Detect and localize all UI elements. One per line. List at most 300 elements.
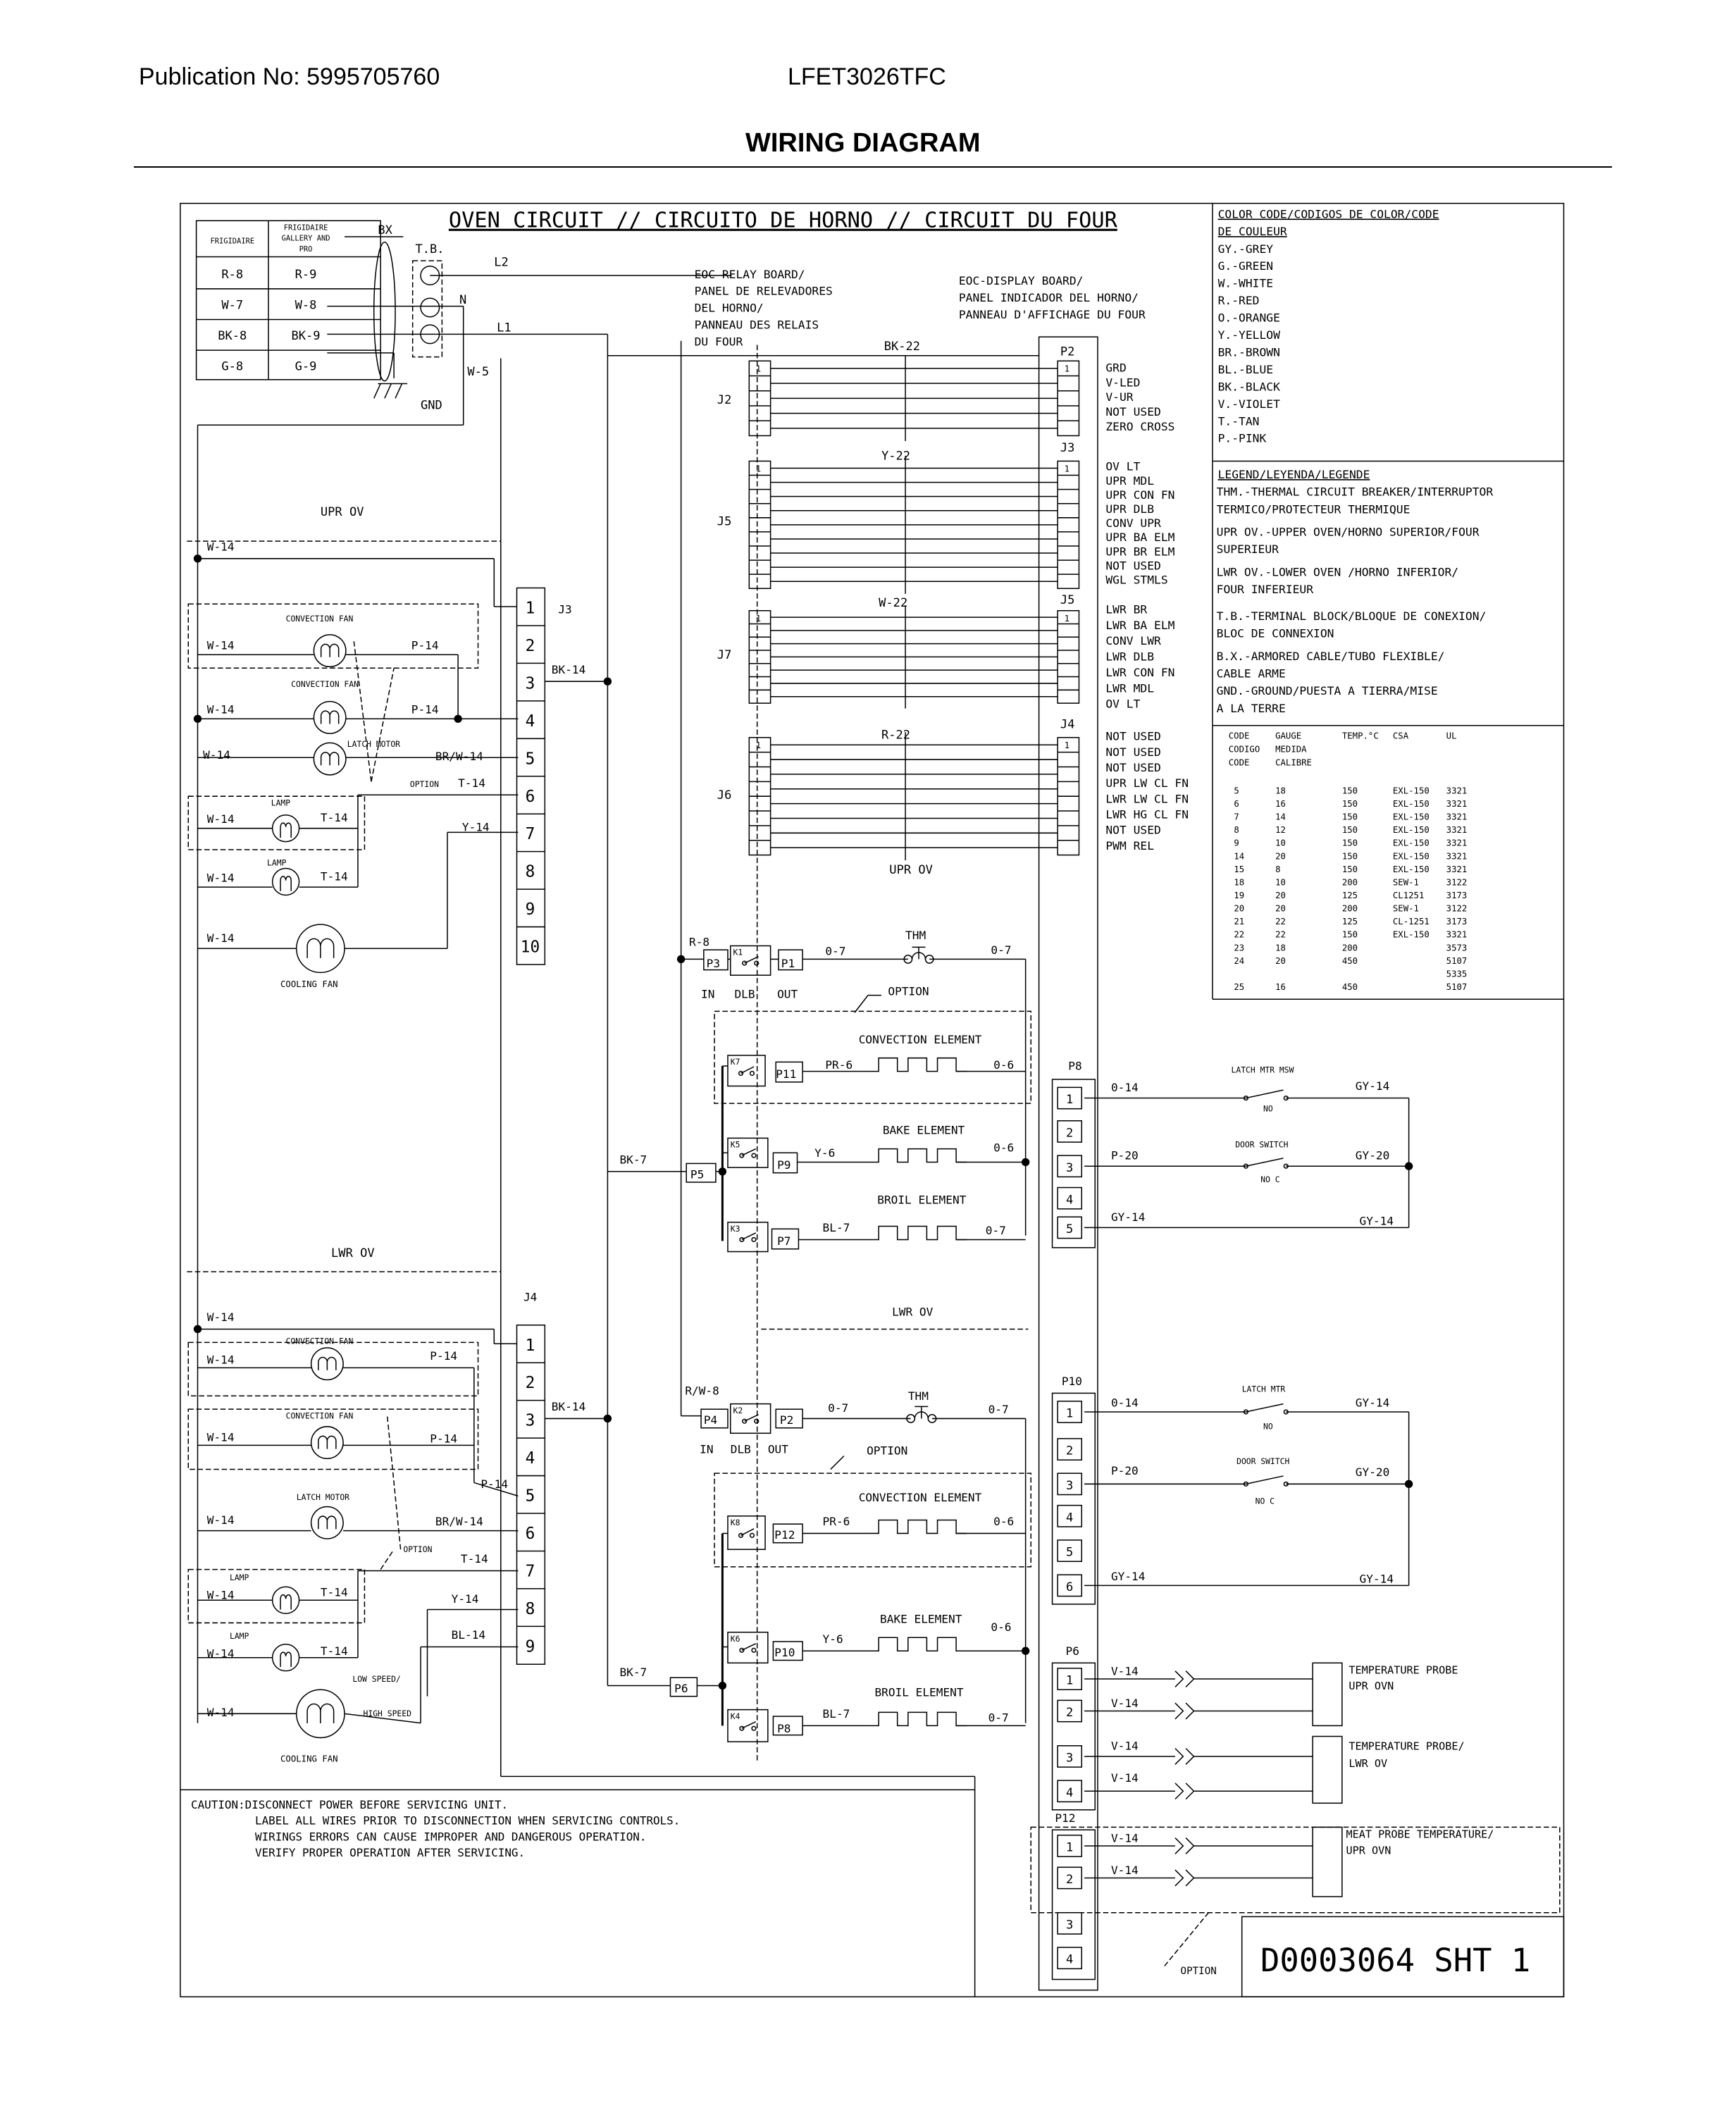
label: 0-7: [825, 944, 846, 958]
wire-table-header: TEMP.°C: [1341, 731, 1379, 741]
pin-number: 2: [525, 636, 535, 655]
label: THM: [905, 928, 926, 942]
switch-blade-icon: [742, 1644, 756, 1650]
label: W-14: [206, 1310, 235, 1325]
wire-table-cell: 3321: [1446, 929, 1468, 940]
heating-element-icon: [868, 1227, 967, 1240]
label: GY-20: [1355, 1465, 1390, 1479]
label: DOOR SWITCH: [1236, 1456, 1290, 1466]
diagram-title: OVEN CIRCUIT // CIRCUITO DE HORNO // CIRCUIT DU FOUR: [448, 208, 1117, 233]
wire-label: R-22: [881, 728, 911, 743]
label: UPR OVN: [1346, 1844, 1391, 1857]
caution-text: VERIFY PROPER OPERATION AFTER SERVICING.: [255, 1846, 526, 1860]
pin-number: 9: [525, 900, 535, 919]
junction-dot: [604, 678, 611, 685]
label: P10: [1061, 1375, 1082, 1389]
option-leader: [1165, 1913, 1209, 1966]
pin-function: NOT USED: [1105, 559, 1161, 573]
label: P8: [777, 1721, 791, 1735]
label: V-14: [1110, 1664, 1139, 1678]
lamp-filament-icon: [280, 823, 291, 838]
label: P2: [779, 1413, 794, 1427]
connector-label: J4: [1060, 717, 1075, 732]
pin-number: 5: [525, 1487, 535, 1506]
junction-dot: [1406, 1480, 1413, 1487]
label: P1: [781, 956, 795, 970]
motor-winding-icon: [321, 711, 339, 724]
wire-table-cell: 20: [1275, 890, 1286, 900]
pin-function: LWR HG CL FN: [1105, 807, 1189, 822]
harness-connector: [1058, 611, 1079, 703]
label: BX: [378, 223, 392, 238]
motor-winding-icon: [318, 1436, 336, 1449]
connector-label: J2: [717, 392, 732, 407]
wire-table-cell: 150: [1341, 798, 1358, 809]
pin-number: 1: [1066, 1406, 1074, 1421]
lamp-filament-icon: [280, 1595, 291, 1610]
caution-text: CAUTION:DISCONNECT POWER BEFORE SERVICING UNIT.: [191, 1797, 509, 1811]
label: THM: [907, 1389, 929, 1403]
label: LOW SPEED/: [352, 1673, 401, 1684]
wire-table-cell: 6: [1234, 798, 1239, 809]
motor-winding-icon: [307, 1704, 334, 1723]
label: P-14: [430, 1349, 458, 1363]
wire-table-header: UL: [1446, 731, 1457, 741]
color-code-item: V.-VIOLET: [1217, 397, 1280, 411]
wire-table-cell: 450: [1341, 982, 1358, 993]
label: P6: [1065, 1644, 1079, 1658]
label: 0-14: [1110, 1081, 1139, 1095]
pin-function: LWR BR: [1105, 602, 1148, 616]
caution-text: LABEL ALL WIRES PRIOR TO DISCONNECTION WHEN SERVICING CONTROLS.: [255, 1814, 681, 1828]
wire-table-cell: 150: [1341, 864, 1358, 874]
armored-cable-icon: [374, 242, 395, 381]
label: R-8: [689, 935, 710, 949]
switch-blade-icon: [741, 1067, 755, 1073]
switch-blade-icon: [1246, 1158, 1283, 1166]
pin-number: 4: [1066, 1511, 1074, 1525]
wire-table-cell: 5: [1234, 786, 1239, 796]
junction-dot: [194, 555, 202, 562]
label: P3: [706, 956, 721, 970]
label: UPR OV: [889, 863, 933, 878]
wire-table-cell: 150: [1341, 929, 1358, 940]
pin-function: UPR BA ELM: [1105, 531, 1175, 545]
label: W-14: [206, 702, 235, 717]
motor-winding-icon: [321, 752, 339, 765]
display-board-label: PANNEAU D'AFFICHAGE DU FOUR: [958, 308, 1146, 322]
label: P6: [674, 1681, 688, 1695]
label: TEMPERATURE PROBE/: [1348, 1740, 1465, 1753]
heating-element-icon: [868, 1149, 967, 1162]
relay-board-label: PANEL DE RELEVADORES: [694, 284, 833, 298]
wire-table-cell: 20: [1275, 851, 1286, 862]
junction-dot: [454, 715, 461, 722]
pin-number: 2: [1066, 1444, 1074, 1458]
connector-icon: [1175, 1671, 1194, 1687]
wire-table-cell: 200: [1341, 877, 1358, 888]
pin-number: 1: [525, 1336, 535, 1355]
label: CONVECTION ELEMENT: [858, 1490, 982, 1504]
legend-line: SUPERIEUR: [1216, 542, 1279, 557]
display-board-label: PANEL INDICADOR DEL HORNO/: [958, 291, 1139, 305]
wire-table-cell: 125: [1341, 890, 1358, 900]
pin-function: LWR LW CL FN: [1105, 792, 1189, 806]
label: DOOR SWITCH: [1235, 1139, 1289, 1150]
switch-blade-icon: [1246, 1090, 1283, 1098]
terminal: [421, 298, 440, 317]
connector-icon: [1175, 1838, 1194, 1854]
switch-contact-icon: [739, 1072, 743, 1076]
display-board-label: EOC-DISPLAY BOARD/: [958, 274, 1084, 288]
pin-function: V-UR: [1105, 390, 1134, 404]
wire-code: R-9: [294, 267, 317, 282]
label: P12: [774, 1528, 795, 1542]
color-code-item: T.-TAN: [1217, 414, 1260, 428]
label: P-20: [1110, 1148, 1139, 1162]
label: NO: [1263, 1421, 1273, 1432]
wire-table-header: CALIBRE: [1275, 757, 1312, 768]
label: R/W-8: [685, 1384, 719, 1398]
pin-number: 4: [525, 712, 535, 731]
label: MEAT PROBE TEMPERATURE/: [1346, 1828, 1494, 1841]
pin-number: 9: [525, 1637, 535, 1656]
label: 0-14: [1110, 1396, 1139, 1410]
wire-table-cell: 16: [1275, 798, 1286, 809]
label: 0-7: [988, 1711, 1009, 1725]
wire-table-cell: SEW-1: [1392, 903, 1419, 914]
label: LAMP: [267, 857, 287, 868]
heating-element-icon: [868, 1712, 967, 1725]
wire-table-cell: EXL-150: [1392, 786, 1430, 796]
wire-table-cell: CL-1251: [1392, 917, 1430, 927]
wire-table-cell: 23: [1234, 943, 1245, 953]
probe-icon: [1313, 1663, 1342, 1725]
pin-number: 5: [1066, 1222, 1074, 1236]
label: BL-7: [822, 1707, 850, 1721]
label: W-14: [206, 1588, 235, 1602]
label: CONVECTION ELEMENT: [858, 1032, 982, 1046]
wire-code: BK-9: [291, 328, 321, 343]
label: GY-14: [1355, 1079, 1390, 1093]
label: W-14: [206, 1706, 235, 1720]
motor-winding-icon: [321, 644, 339, 657]
pin-number: 3: [1066, 1478, 1074, 1493]
label: 1: [755, 613, 762, 624]
label: T.B.: [415, 242, 445, 256]
label: CONVECTION FAN: [285, 1336, 354, 1346]
label: W-14: [206, 1353, 235, 1367]
connector-label: P2: [1060, 345, 1075, 359]
brand-header: FRIGIDAIRE: [210, 237, 255, 246]
wire-table-cell: 3173: [1446, 917, 1468, 927]
wire-table-cell: 16: [1275, 982, 1286, 993]
label: W-14: [206, 1430, 235, 1444]
wire-table-cell: SEW-1: [1392, 877, 1419, 888]
switch-blade-icon: [742, 1722, 756, 1728]
label: Y-14: [451, 1592, 479, 1606]
label: BK-7: [619, 1153, 647, 1167]
option-leader: [855, 996, 868, 1013]
pin-function: LWR BA ELM: [1105, 618, 1175, 632]
label: 1: [1064, 740, 1070, 750]
wire-table-cell: EXL-150: [1392, 798, 1430, 809]
wire-table-cell: 22: [1275, 929, 1286, 940]
color-code-item: W.-WHITE: [1217, 276, 1274, 290]
label: TEMPERATURE PROBE: [1348, 1663, 1458, 1677]
connector-label: J3: [1060, 441, 1075, 456]
color-code-item: G.-GREEN: [1217, 259, 1274, 273]
wire-table-cell: 3321: [1446, 851, 1468, 862]
legend-line: BLOC DE CONNEXION: [1216, 626, 1334, 640]
pin-function: UPR CON FN: [1105, 488, 1175, 502]
pin-function: NOT USED: [1105, 745, 1161, 759]
wire-table-header: MEDIDA: [1275, 744, 1307, 755]
switch-contact-icon: [752, 1648, 756, 1652]
wire-table-cell: 14: [1275, 812, 1286, 822]
label: BROIL ELEMENT: [874, 1685, 964, 1699]
label: J4: [523, 1290, 538, 1304]
label: BK-14: [551, 1400, 586, 1414]
pin-number: 5: [525, 750, 535, 769]
label: W-14: [206, 638, 235, 652]
label: W-5: [467, 365, 490, 380]
probe-icon: [1313, 1827, 1342, 1897]
pin-number: 3: [1066, 1751, 1074, 1766]
label: NO C: [1255, 1496, 1275, 1506]
label: 0-6: [993, 1141, 1015, 1155]
label: P5: [690, 1167, 705, 1182]
label: N: [459, 292, 467, 307]
wire-table-cell: EXL-150: [1392, 864, 1430, 874]
lamp-filament-icon: [280, 1652, 291, 1667]
label: P-20: [1110, 1464, 1139, 1478]
connector-icon: [1175, 1783, 1194, 1799]
pin-number: 5: [1066, 1545, 1074, 1560]
label: P-14: [430, 1432, 458, 1446]
switch-contact-icon: [752, 1153, 756, 1158]
legend-line: TERMICO/PROTECTEUR THERMIQUE: [1216, 502, 1410, 516]
label: K7: [730, 1057, 740, 1067]
lamp-filament-icon: [280, 876, 291, 891]
label: P12: [1055, 1811, 1076, 1825]
label: LATCH MTR: [1241, 1384, 1286, 1394]
wire-code: G-8: [221, 359, 244, 374]
label: T-14: [320, 811, 348, 825]
pin-number: 1: [1066, 1840, 1074, 1855]
pin-function: LWR DLB: [1105, 650, 1155, 664]
wire-table-header: GAUGE: [1275, 731, 1302, 741]
label: BK-7: [619, 1666, 647, 1680]
switch-contact-icon: [755, 1419, 759, 1423]
label: P8: [1068, 1059, 1082, 1073]
label: DLB: [734, 987, 755, 1001]
label: PR-6: [822, 1515, 850, 1529]
wire-table-cell: EXL-150: [1392, 825, 1430, 836]
label: 0-6: [993, 1515, 1015, 1529]
color-code-title: DE COULEUR: [1217, 225, 1287, 239]
label: LWR OV: [331, 1246, 375, 1261]
relay-board-label: EOC RELAY BOARD/: [694, 267, 805, 281]
wire-table-header: CSA: [1392, 731, 1409, 741]
label: HIGH SPEED: [363, 1709, 411, 1719]
label: DLB: [730, 1442, 751, 1456]
wire-table-cell: 150: [1341, 812, 1358, 822]
connector-icon: [1175, 1749, 1194, 1765]
label: K2: [733, 1405, 743, 1415]
color-code-item: GY.-GREY: [1217, 242, 1274, 256]
page-title: WIRING DIAGRAM: [745, 128, 981, 158]
label: LATCH MTR MSW: [1231, 1065, 1294, 1075]
lamp-icon: [273, 869, 299, 895]
wire-table-cell: 18: [1275, 943, 1286, 953]
pin-number: 4: [1066, 1952, 1074, 1967]
label: V-14: [1110, 1739, 1139, 1753]
junction-dot: [1406, 1162, 1413, 1170]
wire-table-cell: 12: [1275, 825, 1286, 836]
label: V-14: [1110, 1771, 1139, 1785]
pin-function: WGL STMLS: [1105, 573, 1168, 587]
label: T-14: [320, 1644, 348, 1658]
label: 0-7: [828, 1401, 849, 1415]
label: OUT: [777, 987, 798, 1001]
relay-board-label: DEL HORNO/: [694, 301, 764, 315]
label: Y-6: [814, 1146, 836, 1160]
label: K5: [730, 1139, 740, 1150]
label: K4: [730, 1711, 740, 1721]
legend-line: LWR OV.-LOWER OVEN /HORNO INFERIOR/: [1216, 565, 1459, 579]
pin-function: CONV LWR: [1105, 634, 1161, 648]
label: BR/W-14: [435, 1515, 483, 1529]
pin-function: OV LT: [1105, 697, 1141, 711]
label: K8: [730, 1518, 740, 1528]
wire-code: G-9: [294, 359, 317, 374]
label: IN: [700, 1442, 714, 1456]
label: Y-14: [461, 820, 490, 834]
pin-function: UPR LW CL FN: [1105, 776, 1189, 790]
label: W-14: [206, 871, 235, 885]
label: BK-14: [551, 662, 586, 676]
lamp-icon: [273, 1587, 299, 1613]
label: GY-14: [1355, 1396, 1390, 1410]
label: W-14: [203, 748, 230, 762]
brand-header: FRIGIDAIRE: [283, 223, 328, 232]
label: P-14: [480, 1477, 509, 1491]
wire-label: W-22: [879, 596, 908, 611]
pin-number: 6: [1066, 1580, 1074, 1594]
switch-blade-icon: [742, 1233, 756, 1239]
option-box: [714, 1473, 1031, 1567]
wire-table-cell: 150: [1341, 786, 1358, 796]
option-box: [714, 1011, 1031, 1103]
wire-table-cell: 3122: [1446, 903, 1468, 914]
color-code-item: BR.-BROWN: [1217, 345, 1280, 359]
label: OPTION: [888, 984, 929, 998]
junction-dot: [1022, 1159, 1029, 1166]
label: W-14: [206, 812, 235, 826]
pin-function: NOT USED: [1105, 405, 1161, 419]
wire-table-header: CODE: [1228, 757, 1250, 768]
heating-element-icon: [868, 1520, 967, 1533]
heating-element-icon: [868, 1637, 967, 1651]
label: W-14: [206, 1513, 235, 1527]
pin-function: NOT USED: [1105, 823, 1161, 837]
wire-table-cell: 14: [1234, 851, 1245, 862]
wire-table-cell: 200: [1341, 903, 1358, 914]
option-leader: [388, 1416, 401, 1550]
label: GND: [421, 398, 442, 413]
label: P9: [777, 1158, 791, 1172]
switch-blade-icon: [741, 1529, 755, 1535]
terminal-strip: [1053, 1393, 1096, 1604]
wire-table-cell: 450: [1341, 955, 1358, 966]
label: BAKE ELEMENT: [880, 1612, 962, 1626]
wire-table-cell: 18: [1234, 877, 1245, 888]
pin-function: V-LED: [1105, 376, 1141, 390]
switch-contact-icon: [752, 1726, 756, 1730]
pin-function: LWR MDL: [1105, 681, 1155, 695]
wire-table-cell: 9: [1234, 838, 1239, 848]
ground-icon: [374, 384, 380, 399]
heating-element-icon: [868, 1058, 967, 1072]
label: P-14: [411, 638, 439, 652]
label: 1: [755, 464, 762, 474]
label: 0-7: [985, 1223, 1006, 1237]
label: GY-20: [1355, 1148, 1390, 1162]
label: Y-6: [822, 1632, 843, 1646]
label: LAMP: [230, 1631, 249, 1642]
legend-line: UPR OV.-UPPER OVEN/HORNO SUPERIOR/FOUR: [1216, 525, 1480, 539]
wire-table-header: CODIGO: [1228, 744, 1260, 755]
wire-table-cell: 20: [1275, 903, 1286, 914]
relay-board-label: DU FOUR: [694, 335, 743, 349]
pin-number: 3: [525, 1411, 535, 1430]
label: NO C: [1260, 1174, 1280, 1184]
label: LAMP: [230, 1572, 249, 1582]
switch-blade-icon: [1246, 1404, 1283, 1412]
label: NO: [1263, 1103, 1273, 1114]
wire-table-header: CODE: [1228, 731, 1250, 741]
label: CONVECTION FAN: [285, 1410, 354, 1421]
wire-table-cell: EXL-150: [1392, 812, 1430, 822]
wire-table-cell: 3122: [1446, 877, 1468, 888]
connector-label: J6: [717, 788, 732, 802]
label: BROIL ELEMENT: [877, 1193, 967, 1207]
color-code-item: R.-RED: [1217, 294, 1260, 308]
pin-number: 2: [1066, 1706, 1074, 1720]
switch-contact-icon: [755, 961, 759, 965]
label: L1: [497, 321, 512, 335]
label: T-14: [458, 776, 485, 790]
label: W-14: [206, 540, 235, 554]
pin-number: 1: [525, 599, 535, 618]
wire-table-cell: 8: [1234, 825, 1239, 836]
legend-line: CABLE ARME: [1216, 666, 1286, 681]
junction-dot: [194, 715, 202, 722]
label: T-14: [460, 1552, 488, 1566]
pin-function: UPR DLB: [1105, 502, 1155, 516]
label: V-14: [1110, 1696, 1139, 1710]
color-code-item: P.-PINK: [1217, 431, 1267, 445]
color-code-item: BK.-BLACK: [1217, 380, 1280, 394]
label: GY-14: [1110, 1210, 1146, 1224]
legend-line: B.X.-ARMORED CABLE/TUBO FLEXIBLE/: [1216, 649, 1445, 663]
label: CONVECTION FAN: [291, 678, 359, 689]
pin-function: PWM REL: [1105, 838, 1155, 852]
label: OPTION: [1180, 1965, 1217, 1977]
label: P-14: [411, 702, 439, 717]
wire-table-cell: 125: [1341, 917, 1358, 927]
